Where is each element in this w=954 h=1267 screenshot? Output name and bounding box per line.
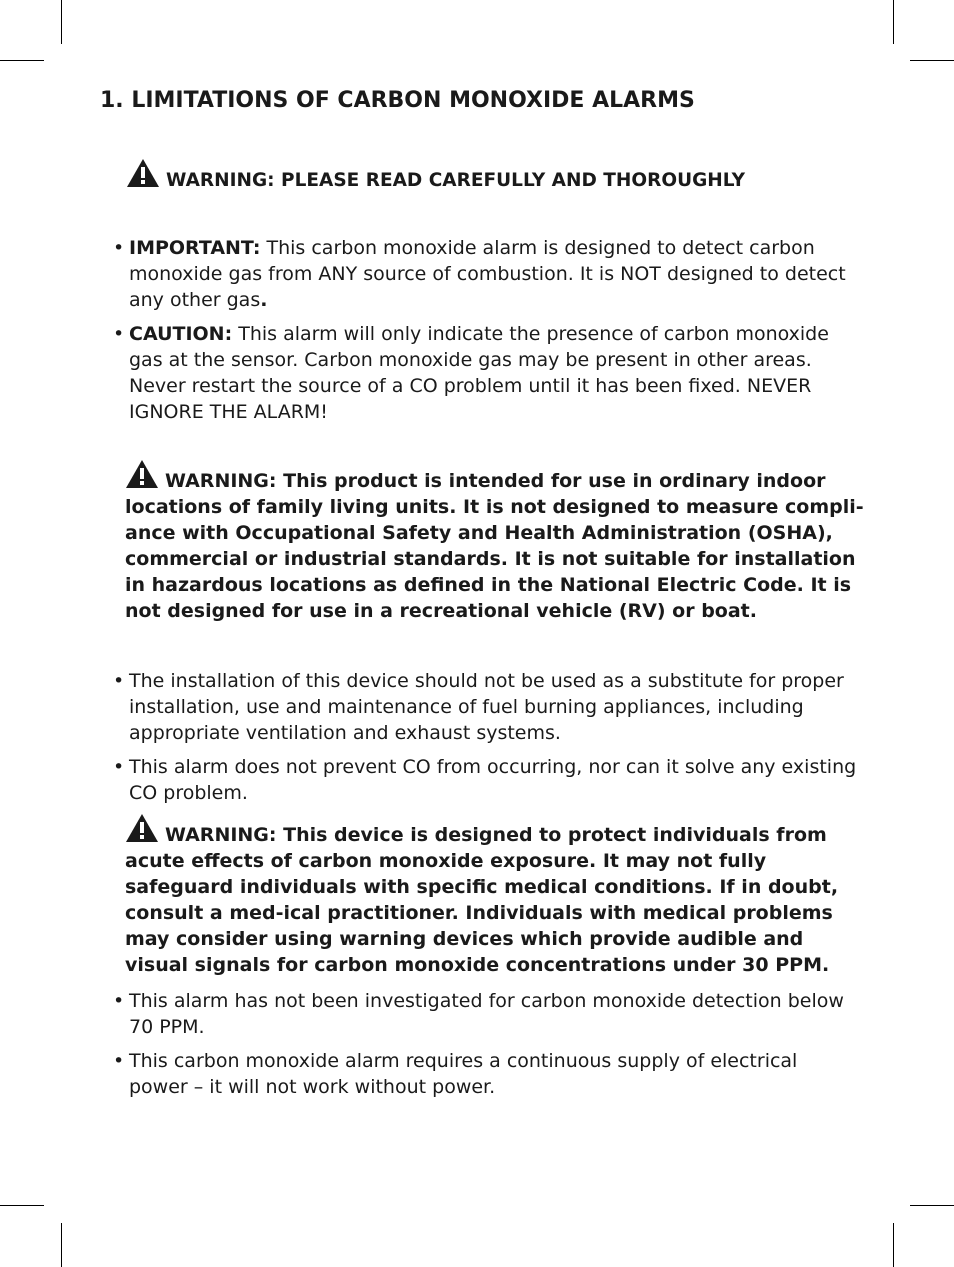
warning-triangle-icon — [125, 459, 159, 489]
bullet-important — [113, 235, 858, 313]
70ppm-text: This alarm has not been investigated for carbon monoxide detection below 70 PPM. — [129, 990, 844, 1038]
bullet-dot: • — [113, 670, 125, 692]
prevent-text: This alarm does not prevent CO from occurring, nor can it solve any existing CO problem. — [129, 756, 857, 804]
crop-mark-top-right-horizontal — [910, 60, 954, 61]
crop-mark-bottom-right-vertical — [893, 1223, 894, 1267]
crop-mark-bottom-left-horizontal — [0, 1205, 44, 1206]
bullet-70ppm — [113, 988, 858, 1040]
bullet-dot: • — [113, 237, 125, 259]
installation-text: The installation of this device should not be used as a substitute for proper installation, use and maintenance of fuel burning appliances, including appropriate ventilation and exhaust systems. — [129, 670, 844, 744]
important-text: This carbon monoxide alarm is designed to detect carbon monoxide gas from ANY source of combustion. It is NOT designed to detect any other gas — [129, 237, 846, 311]
bullet-prevent — [113, 754, 858, 806]
crop-mark-top-left-vertical — [61, 0, 62, 44]
top-warning — [126, 158, 745, 191]
warning-triangle-icon — [125, 813, 159, 843]
bullet-dot: • — [113, 990, 125, 1012]
crop-mark-bottom-left-vertical — [61, 1223, 62, 1267]
bullet-dot: • — [113, 323, 125, 345]
crop-mark-top-right-vertical — [893, 0, 894, 44]
bullet-power — [113, 1048, 858, 1100]
caution-label: CAUTION: — [129, 323, 233, 345]
bullet-caution — [113, 321, 858, 425]
important-label: IMPORTANT: — [129, 237, 261, 259]
top-warning-text: WARNING: PLEASE READ CAREFULLY AND THOROUGHLY — [166, 170, 746, 191]
caution-text: This alarm will only indicate the presence of carbon monoxide gas at the sensor. Carbon monoxide gas may be present in other areas. Never restart the source of a CO problem until it has been fixed. NEVER IGNORE THE ALARM! — [129, 323, 829, 423]
bullet-dot: • — [113, 1050, 125, 1072]
warning-indoor-text: WARNING: This product is intended for use in ordinary indoor locations of family living units. It is not designed to measure compli-ance with Occupational Safety and Health Administration (OSHA), commercial or industrial standards. It is not suitable for installation in hazardous locations as defined in the National Electric Code. It is not designed for use in a recreational vehicle (RV) or boat. — [125, 470, 864, 622]
page-title: 1. LIMITATIONS OF CARBON MONOXIDE ALARMS — [100, 88, 695, 113]
warning-triangle-icon — [126, 158, 160, 188]
warning-indoor-use — [125, 459, 865, 624]
bullet-dot: • — [113, 756, 125, 778]
crop-mark-top-left-horizontal — [0, 60, 44, 61]
important-period: . — [260, 289, 268, 311]
warning-medical — [125, 813, 865, 978]
warning-medical-text: WARNING: This device is designed to protect individuals from acute effects of carbon monoxide exposure. It may not fully safeguard individuals with specific medical conditions. If in doubt, consult a med-ical practitioner. Individuals with medical problems may consider using warning devices which provide audible and visual signals for carbon monoxide concentrations under 30 PPM. — [125, 824, 839, 976]
power-text: This carbon monoxide alarm requires a continuous supply of electrical power – it will not work without power. — [129, 1050, 798, 1098]
bullet-installation — [113, 668, 858, 746]
crop-mark-bottom-right-horizontal — [910, 1205, 954, 1206]
